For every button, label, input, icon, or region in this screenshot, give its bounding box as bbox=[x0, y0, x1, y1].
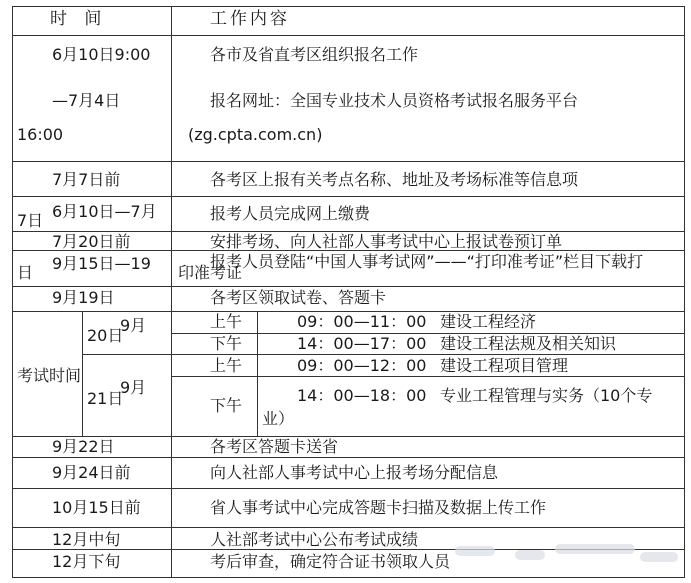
watermark bbox=[455, 538, 680, 568]
row3-content: 报考人员完成网上缴费 bbox=[210, 204, 371, 223]
row8-time: 9月24日前 bbox=[52, 463, 131, 482]
row11-time: 12月下旬 bbox=[52, 552, 121, 571]
row1-content-line2: 报名网址：全国专业技术人员资格考试报名服务平台 bbox=[210, 91, 579, 110]
exam-day2-pm-subject-cont: 业） bbox=[262, 409, 295, 428]
exam-day2-am-time: 09：00—12：00 bbox=[297, 356, 427, 375]
row5-time: 9月15日—19 bbox=[52, 254, 151, 273]
rule bbox=[171, 376, 684, 377]
row9-content: 省人事考试中心完成答题卡扫描及数据上传工作 bbox=[210, 498, 547, 517]
rule bbox=[684, 6, 685, 578]
row5-time-prefix: 日 bbox=[17, 263, 34, 282]
row1-content-line3: (zg.cpta.com.cn) bbox=[188, 125, 323, 144]
exam-day2-month: 9月 bbox=[120, 378, 147, 397]
exam-day2-pm-time: 14：00—18：00 bbox=[297, 386, 427, 405]
row7-content: 各考区答题卡送省 bbox=[210, 437, 339, 456]
row1-time-line3: 16:00 bbox=[17, 125, 64, 144]
row5-content: 报考人员登陆“中国人事考试网”——“打印准考证”栏目下载打 bbox=[210, 252, 644, 271]
rule bbox=[82, 354, 684, 355]
row6-content: 各考区领取试卷、答题卡 bbox=[210, 288, 387, 307]
exam-day2-pm-period: 下午 bbox=[210, 396, 243, 415]
exam-day2-date: 21日 bbox=[87, 389, 124, 408]
rule bbox=[12, 6, 684, 7]
exam-day1-month: 9月 bbox=[120, 316, 147, 335]
row3-time: 6月10日—7月 bbox=[52, 202, 157, 221]
rule bbox=[12, 35, 684, 36]
row1-time-line1: 6月10日9:00 bbox=[52, 45, 151, 64]
row2-time: 7月7日前 bbox=[52, 170, 121, 189]
exam-day2-am-subject: 建设工程项目管理 bbox=[440, 356, 569, 375]
row4-time: 7月20日前 bbox=[52, 232, 131, 251]
rule bbox=[12, 161, 684, 162]
header-content: 工作内容 bbox=[210, 9, 290, 29]
rule bbox=[257, 311, 258, 436]
rule bbox=[171, 6, 172, 578]
row9-time: 10月15日前 bbox=[52, 498, 141, 517]
row5-content-overlap: 印准考证 bbox=[178, 263, 243, 282]
row1-time-line2: —7月4日 bbox=[52, 91, 121, 110]
header-time: 时 间 bbox=[50, 9, 108, 29]
rule bbox=[12, 549, 684, 550]
exam-day1-pm-period: 下午 bbox=[210, 334, 243, 353]
exam-day1-pm-subject: 建设工程法规及相关知识 bbox=[440, 334, 617, 353]
row1-content-line1: 各市及省直考区组织报名工作 bbox=[210, 45, 419, 64]
exam-day1-am-time: 09：00—11：00 bbox=[297, 312, 427, 331]
row6-time: 9月19日 bbox=[52, 288, 115, 307]
row2-content: 各考区上报有关考点名称、地址及考场标准等信息项 bbox=[210, 170, 579, 189]
rule bbox=[12, 577, 684, 578]
exam-day1-date: 20日 bbox=[87, 326, 124, 345]
rule bbox=[12, 6, 13, 578]
exam-day1-am-period: 上午 bbox=[210, 312, 243, 331]
row10-time: 12月中旬 bbox=[52, 530, 121, 549]
rule bbox=[12, 286, 684, 287]
exam-time-label: 考试时间 bbox=[17, 366, 82, 385]
row8-content: 向人社部人事考试中心上报考场分配信息 bbox=[210, 463, 499, 482]
row10-content: 人社部考试中心公布考试成绩 bbox=[210, 530, 419, 549]
rule bbox=[82, 311, 83, 436]
exam-day2-pm-subject: 专业工程管理与实务（10个专 bbox=[440, 386, 653, 405]
row11-content: 考后审查，确定符合证书领取人员 bbox=[210, 552, 451, 571]
rule bbox=[12, 196, 684, 197]
rule bbox=[12, 527, 684, 528]
rule bbox=[12, 457, 684, 458]
exam-day1-am-subject: 建设工程经济 bbox=[440, 312, 537, 331]
rule bbox=[12, 488, 684, 489]
exam-day1-pm-time: 14：00—17：00 bbox=[297, 334, 427, 353]
row3-time-prefix: 7日 bbox=[17, 211, 44, 230]
exam-day2-am-period: 上午 bbox=[210, 356, 243, 375]
row4-content: 安排考场、向人社部人事考试中心上报试卷预订单 bbox=[210, 232, 563, 251]
row7-time: 9月22日 bbox=[52, 437, 115, 456]
